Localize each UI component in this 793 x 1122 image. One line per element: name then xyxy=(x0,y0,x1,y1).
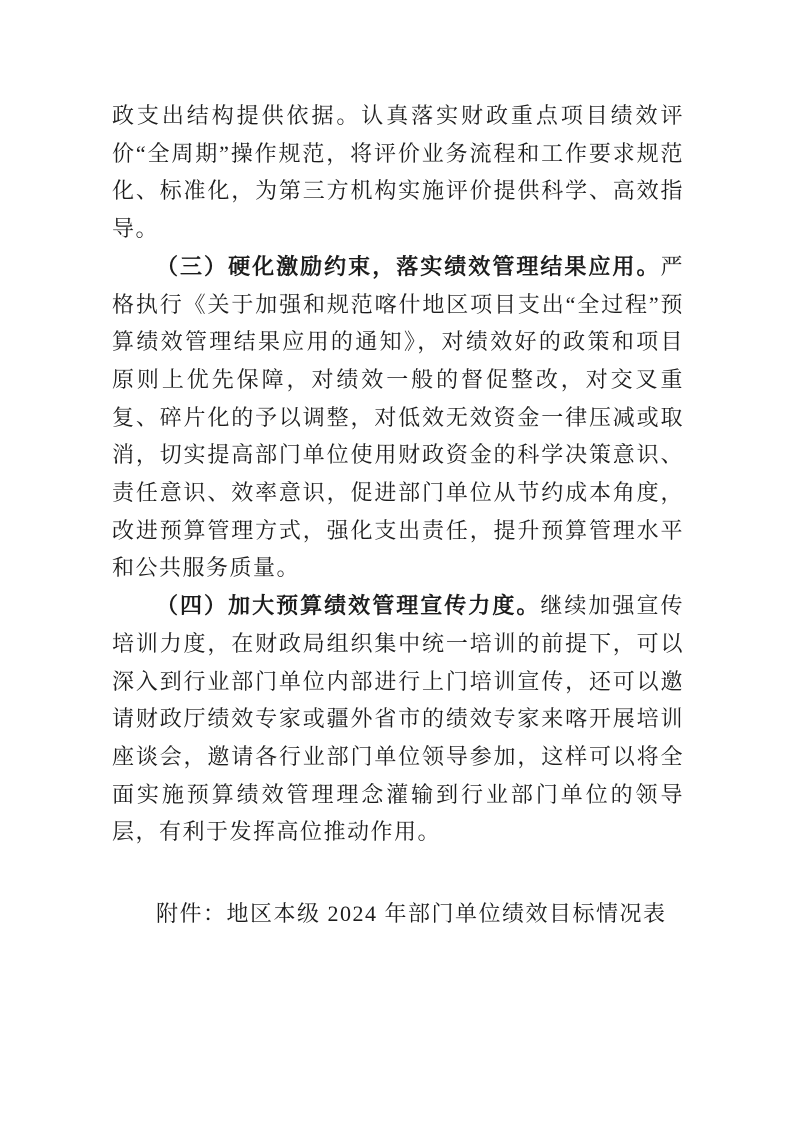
text-run: 附件：地区本级 2024 年部门单位绩效目标情况表 xyxy=(156,901,667,927)
heading-run: （三）硬化激励约束，落实绩效管理结果应用。 xyxy=(156,253,661,279)
paragraph-attachment xyxy=(112,895,684,933)
text-run: 严格执行《关于加强和规范喀什地区项目支出“全过程”预算绩效管理结果应用的通知》，对绩效好的政策和项目原则上优先保障，对绩效一般的督促整改，对交叉重复、碎片化的予以调整，对低效无效资金一律压减或取消，切实提高部门单位使用财政资金的科学决策意识、责任意识、效率意识，促进部门单位从节约成本角度，改进预算管理方式，强化支出责任，提升预算管理水平和公共服务质量。 xyxy=(112,253,684,581)
document-body xyxy=(112,97,684,933)
paragraph-section-3 xyxy=(112,248,684,587)
paragraph-continuation xyxy=(112,97,684,248)
heading-run: （四）加大预算绩效管理宣传力度。 xyxy=(156,593,541,619)
paragraph-section-4 xyxy=(112,587,684,851)
text-run: 政支出结构提供依据。认真落实财政重点项目绩效评价“全周期”操作规范，将评价业务流程和工作要求规范化、标准化，为第三方机构实施评价提供科学、高效指导。 xyxy=(112,103,684,242)
text-run: 继续加强宣传培训力度，在财政局组织集中统一培训的前提下，可以深入到行业部门单位内部进行上门培训宣传，还可以邀请财政厅绩效专家或疆外省市的绩效专家来喀开展培训座谈会，邀请各行业部门单位领导参加，这样可以将全面实施预算绩效管理理念灌输到行业部门单位的领导层，有利于发挥高位推动作用。 xyxy=(112,593,684,845)
